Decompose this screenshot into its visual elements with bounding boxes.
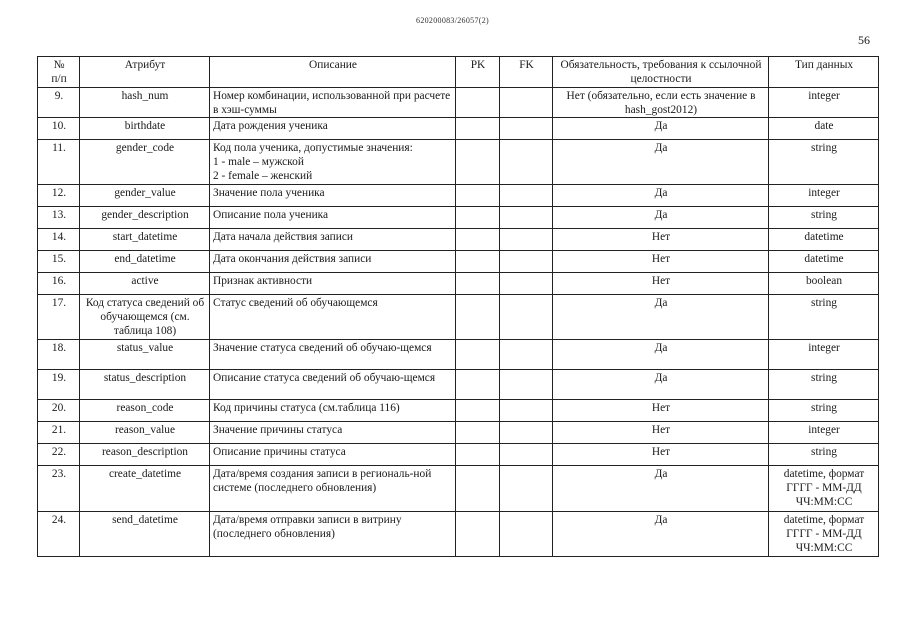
row-number: 14. <box>38 229 80 251</box>
fk-cell <box>500 340 553 370</box>
attribute-name: active <box>80 273 210 295</box>
attribute-name: send_datetime <box>80 512 210 557</box>
table-row <box>38 466 879 512</box>
column-header-description: Описание <box>210 57 456 88</box>
row-number: 23. <box>38 466 80 512</box>
requirement-cell: Да <box>553 512 769 557</box>
attribute-description: Описание пола ученика <box>210 207 456 229</box>
requirement-cell: Нет <box>553 400 769 422</box>
attribute-description: Дата окончания действия записи <box>210 251 456 273</box>
attribute-description: Значение пола ученика <box>210 185 456 207</box>
column-header-pk: PK <box>456 57 500 88</box>
requirement-cell: Да <box>553 340 769 370</box>
requirement-cell: Да <box>553 295 769 340</box>
attribute-description: Признак активности <box>210 273 456 295</box>
pk-cell <box>456 370 500 400</box>
fk-cell <box>500 229 553 251</box>
data-type-cell: string <box>769 295 879 340</box>
table-header-row <box>38 57 879 88</box>
column-header-requirement: Обязательность, требования к ссылочной целостности <box>553 57 769 88</box>
data-type-cell: integer <box>769 422 879 444</box>
data-type-cell: datetime, формат ГГГГ - ММ-ДД ЧЧ:ММ:СС <box>769 466 879 512</box>
requirement-cell: Да <box>553 207 769 229</box>
pk-cell <box>456 207 500 229</box>
fk-cell <box>500 88 553 118</box>
data-type-cell: date <box>769 118 879 140</box>
requirement-cell: Нет <box>553 422 769 444</box>
fk-cell <box>500 251 553 273</box>
fk-cell <box>500 273 553 295</box>
attribute-name: birthdate <box>80 118 210 140</box>
data-type-cell: datetime <box>769 251 879 273</box>
requirement-cell: Да <box>553 140 769 185</box>
pk-cell <box>456 251 500 273</box>
table-row <box>38 295 879 340</box>
fk-cell <box>500 444 553 466</box>
attribute-name: end_datetime <box>80 251 210 273</box>
table-row <box>38 118 879 140</box>
data-type-cell: string <box>769 140 879 185</box>
row-number: 18. <box>38 340 80 370</box>
fk-cell <box>500 295 553 340</box>
attribute-name: start_datetime <box>80 229 210 251</box>
attribute-name: status_description <box>80 370 210 400</box>
row-number: 9. <box>38 88 80 118</box>
attribute-name: Код статуса сведений об обучающемся (см. таблица 108) <box>80 295 210 340</box>
row-number: 21. <box>38 422 80 444</box>
requirement-cell: Нет <box>553 273 769 295</box>
table-row <box>38 88 879 118</box>
row-number: 10. <box>38 118 80 140</box>
data-type-cell: datetime, формат ГГГГ - ММ-ДД ЧЧ:ММ:СС <box>769 512 879 557</box>
fk-cell <box>500 512 553 557</box>
attribute-description: Код причины статуса (см.таблица 116) <box>210 400 456 422</box>
attribute-description: Описание статуса сведений об обучаю-щемся <box>210 370 456 400</box>
pk-cell <box>456 512 500 557</box>
attribute-description: Статус сведений об обучающемся <box>210 295 456 340</box>
table-row <box>38 512 879 557</box>
row-number: 17. <box>38 295 80 340</box>
pk-cell <box>456 295 500 340</box>
data-type-cell: integer <box>769 340 879 370</box>
requirement-cell: Нет <box>553 444 769 466</box>
row-number: 15. <box>38 251 80 273</box>
row-number: 16. <box>38 273 80 295</box>
column-header-num: № п/п <box>38 57 80 88</box>
table-row <box>38 422 879 444</box>
data-type-cell: string <box>769 400 879 422</box>
data-type-cell: string <box>769 207 879 229</box>
fk-cell <box>500 422 553 444</box>
table-row <box>38 370 879 400</box>
attribute-name: hash_num <box>80 88 210 118</box>
requirement-cell: Да <box>553 118 769 140</box>
attributes-table <box>37 56 879 557</box>
data-type-cell: integer <box>769 185 879 207</box>
fk-cell <box>500 207 553 229</box>
pk-cell <box>456 400 500 422</box>
column-header-fk: FK <box>500 57 553 88</box>
requirement-cell: Да <box>553 185 769 207</box>
attribute-name: reason_description <box>80 444 210 466</box>
pk-cell <box>456 444 500 466</box>
attribute-description: Дата/время создания записи в региональ-ной системе (последнего обновления) <box>210 466 456 512</box>
pk-cell <box>456 118 500 140</box>
attribute-name: reason_value <box>80 422 210 444</box>
data-type-cell: string <box>769 370 879 400</box>
table-row <box>38 251 879 273</box>
row-number: 19. <box>38 370 80 400</box>
pk-cell <box>456 229 500 251</box>
fk-cell <box>500 466 553 512</box>
page-number: 56 <box>858 33 870 47</box>
requirement-cell: Нет <box>553 229 769 251</box>
attribute-description: Значение статуса сведений об обучаю-щемся <box>210 340 456 370</box>
table-row <box>38 400 879 422</box>
attribute-description: Код пола ученика, допустимые значения: 1 - male – мужской 2 - female – женский <box>210 140 456 185</box>
table-row <box>38 207 879 229</box>
column-header-data-type: Тип данных <box>769 57 879 88</box>
row-number: 24. <box>38 512 80 557</box>
table-row <box>38 229 879 251</box>
attribute-name: gender_value <box>80 185 210 207</box>
pk-cell <box>456 340 500 370</box>
document-id: 620200083/26057(2) <box>416 16 489 25</box>
attribute-name: create_datetime <box>80 466 210 512</box>
requirement-cell: Да <box>553 370 769 400</box>
fk-cell <box>500 185 553 207</box>
table-row <box>38 140 879 185</box>
pk-cell <box>456 466 500 512</box>
row-number: 20. <box>38 400 80 422</box>
table-row <box>38 185 879 207</box>
attribute-name: status_value <box>80 340 210 370</box>
attribute-description: Номер комбинации, использованной при расчете в хэш-суммы <box>210 88 456 118</box>
column-header-attribute: Атрибут <box>80 57 210 88</box>
requirement-cell: Да <box>553 466 769 512</box>
fk-cell <box>500 370 553 400</box>
row-number: 13. <box>38 207 80 229</box>
attribute-name: gender_description <box>80 207 210 229</box>
row-number: 11. <box>38 140 80 185</box>
data-type-cell: datetime <box>769 229 879 251</box>
pk-cell <box>456 273 500 295</box>
attribute-description: Дата рождения ученика <box>210 118 456 140</box>
row-number: 12. <box>38 185 80 207</box>
requirement-cell: Нет <box>553 251 769 273</box>
table-row <box>38 273 879 295</box>
attribute-name: reason_code <box>80 400 210 422</box>
table-row <box>38 340 879 370</box>
attribute-description: Значение причины статуса <box>210 422 456 444</box>
attribute-description: Дата начала действия записи <box>210 229 456 251</box>
row-number: 22. <box>38 444 80 466</box>
table-row <box>38 444 879 466</box>
data-type-cell: boolean <box>769 273 879 295</box>
requirement-cell: Нет (обязательно, если есть значение в hash_gost2012) <box>553 88 769 118</box>
attribute-name: gender_code <box>80 140 210 185</box>
pk-cell <box>456 140 500 185</box>
pk-cell <box>456 88 500 118</box>
data-type-cell: integer <box>769 88 879 118</box>
pk-cell <box>456 185 500 207</box>
data-type-cell: string <box>769 444 879 466</box>
fk-cell <box>500 400 553 422</box>
attribute-description: Описание причины статуса <box>210 444 456 466</box>
pk-cell <box>456 422 500 444</box>
attribute-description: Дата/время отправки записи в витрину (последнего обновления) <box>210 512 456 557</box>
fk-cell <box>500 118 553 140</box>
fk-cell <box>500 140 553 185</box>
